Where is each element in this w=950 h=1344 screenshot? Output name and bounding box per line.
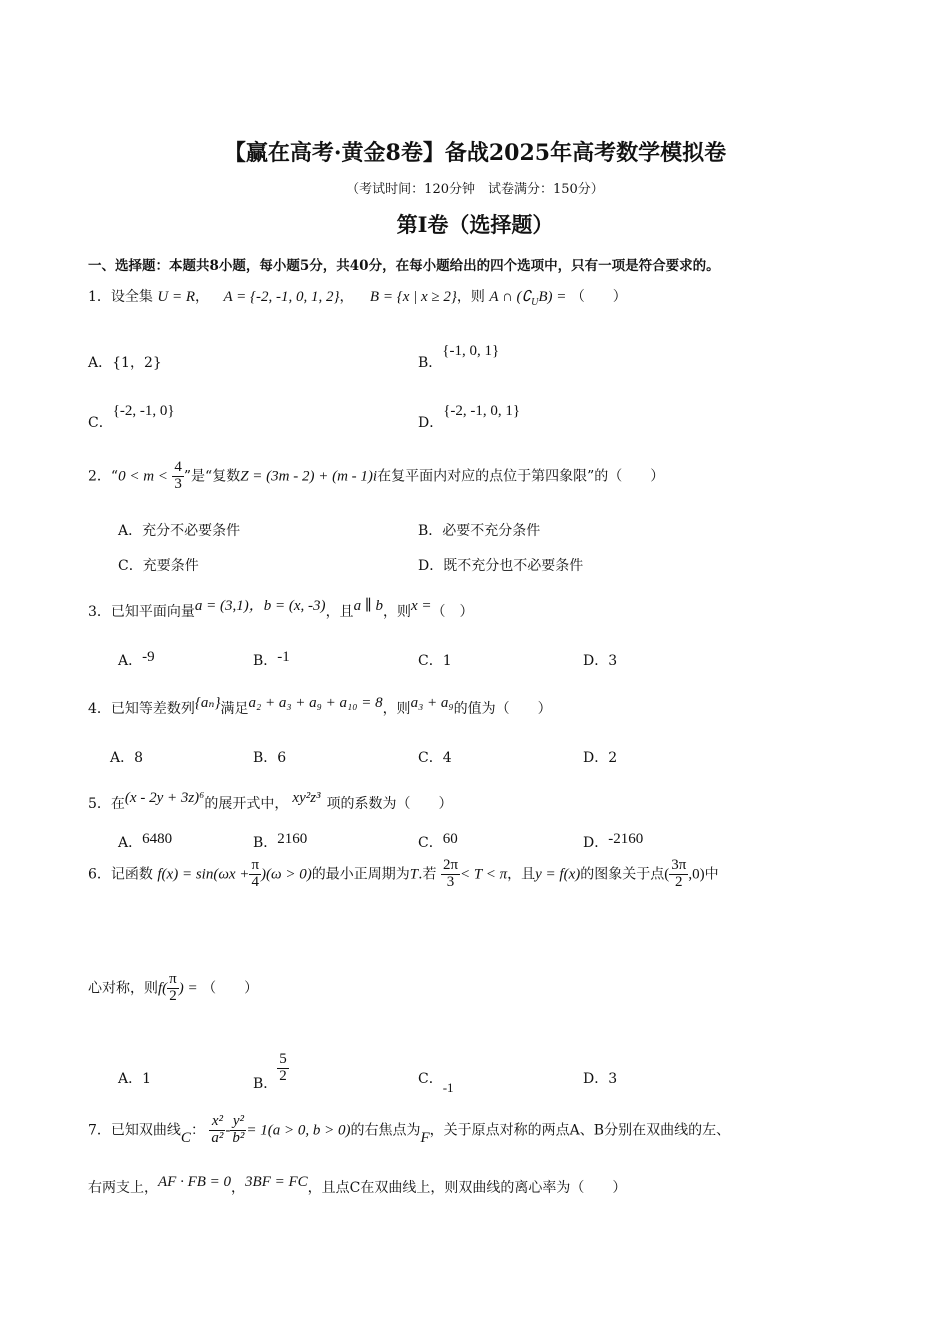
q1-option-a[interactable]: A．{1，2} — [88, 355, 162, 371]
q2-option-d[interactable]: D．既不充分也不必要条件 — [418, 558, 584, 574]
q1-option-d[interactable]: D．{-2, -1, 0, 1} — [418, 403, 521, 431]
question-7-line-2: 右两支上，AF · FB = 0，3BF = FC，且点C在双曲线上，则双曲线的离心率为（ ） — [88, 1174, 627, 1196]
question-3: 3．已知平面向量a = (3,1)，b = (x, -3)，且a ∥ b，则x =（ ） — [88, 598, 474, 620]
question-6-line-2: 心对称，则f( $\frac{\pi}{2}$ ) = （ ） — [88, 971, 259, 1004]
question-2: 2．“0 < m < $\frac{4}{3}$ ”是“复数Z = (3m - 2) + (m - 1)i在复平面内对应的点位于第四象限”的（ ） — [88, 459, 665, 492]
q1-option-c[interactable]: C．{-2, -1, 0} — [88, 403, 175, 431]
q6-option-c[interactable]: C．-1 — [418, 1071, 454, 1095]
exam-subtitle: （考试时间：120分钟 试卷满分：150分） — [346, 182, 604, 197]
q6-option-b[interactable]: B． $\frac{5}{2}$ — [253, 1051, 287, 1093]
q2-option-c[interactable]: C．充要条件 — [118, 558, 199, 574]
question-4: 4．已知等差数列{aₙ}满足a₂ + a₃ + a₉ + a₁₀ = 8，则a₃ + a₉的值为（ ） — [88, 695, 552, 717]
page-title: 【赢在高考·黄金8卷】备战2025年高考数学模拟卷 — [223, 140, 727, 166]
q3-option-b[interactable]: B．-1 — [253, 649, 290, 669]
q5-option-b[interactable]: B．2160 — [253, 831, 308, 851]
q4-option-c[interactable]: C．4 — [418, 750, 452, 766]
q4-option-b[interactable]: B．6 — [253, 750, 287, 766]
q5-option-a[interactable]: A．6480 — [118, 831, 173, 851]
q4-option-a[interactable]: A．8 — [110, 750, 144, 766]
section-heading: 第I卷（选择题） — [396, 212, 554, 237]
q3-option-d[interactable]: D．3 — [583, 653, 618, 669]
question-1: 1．设全集 U = R， A = {-2, -1, 0, 1, 2}， B = {x | x ≥ 2}，则 A ∩ $(∁_UB)$ = （ ） — [88, 289, 627, 308]
q2-option-b[interactable]: B．必要不充分条件 — [418, 523, 541, 539]
q1-option-b[interactable]: B．{-1, 0, 1} — [418, 343, 500, 371]
q6-option-a[interactable]: A．1 — [118, 1071, 152, 1087]
q3-option-a[interactable]: A．-9 — [118, 649, 155, 669]
section-instructions: 一、选择题：本题共8小题，每小题5分，共40分，在每小题给出的四个选项中，只有一项是符合要求的。 — [88, 258, 720, 274]
q2-option-a[interactable]: A．充分不必要条件 — [118, 523, 241, 539]
question-7: 7．已知双曲线C： $\frac{\text{x²}}{\text{a²}}$ - $\frac{\text{y²}}{\text{b²}}$ = 1(a > 0, b > 0)的右焦点为F，关于原点对称的两点A、B分别在双曲线的左、 — [88, 1113, 731, 1147]
q3-option-c[interactable]: C．1 — [418, 653, 452, 669]
question-5: 5．在(x - 2y + 3z)⁶的展开式中， xy²z³ 项的系数为（ ） — [88, 790, 453, 812]
question-6: 6．记函数 f(x) = sin(ωx + $\frac{\pi}{4}$ )(ω > 0)的最小正周期为T.若 $\frac{2\pi}{3}$ < T < π，且y = f(x)的图象关于点( $\frac{3\pi}{2}$ ,0)中 — [88, 857, 719, 890]
q5-option-d[interactable]: D．-2160 — [583, 831, 644, 851]
q5-option-c[interactable]: C．60 — [418, 831, 458, 851]
q6-option-d[interactable]: D．3 — [583, 1071, 618, 1087]
q4-option-d[interactable]: D．2 — [583, 750, 618, 766]
